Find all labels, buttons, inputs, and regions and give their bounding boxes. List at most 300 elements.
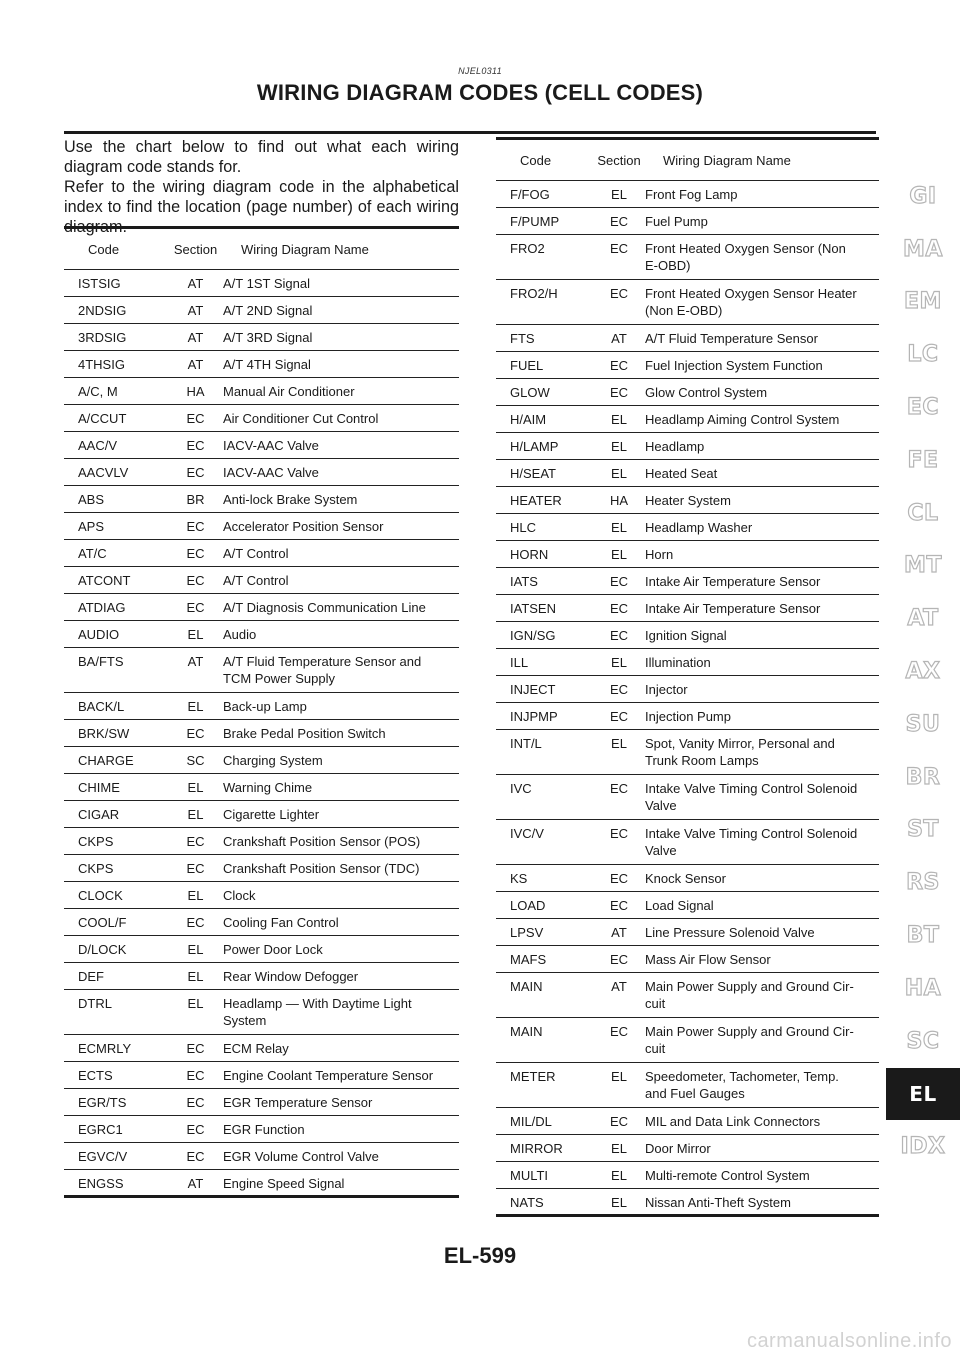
cell-name: Main Power Supply and Ground Cir- cuit — [645, 973, 879, 1018]
index-tab-cl[interactable]: CL — [907, 500, 939, 526]
index-tab-idx[interactable]: IDX — [900, 1134, 946, 1160]
cell-name: Front Fog Lamp — [645, 181, 879, 208]
table-row — [64, 936, 459, 963]
cell-code: HLC — [496, 514, 593, 541]
cell-name: Fuel Injection System Function — [645, 352, 879, 379]
cell-section: EC — [168, 540, 223, 567]
cell-name: Back-up Lamp — [223, 693, 459, 720]
cell-code: ABS — [64, 486, 168, 513]
cell-code: D/LOCK — [64, 936, 168, 963]
cell-section: EL — [168, 936, 223, 963]
cell-code: A/CCUT — [64, 405, 168, 432]
cell-name: A/T Diagnosis Communication Line — [223, 594, 459, 621]
cell-section: EC — [168, 567, 223, 594]
cell-name: Glow Control System — [645, 379, 879, 406]
index-tab-at[interactable]: AT — [907, 606, 939, 632]
cell-name: A/T Fluid Temperature Sensor and TCM Power Supply — [223, 648, 459, 693]
cell-name: Audio — [223, 621, 459, 648]
cell-code: HORN — [496, 541, 593, 568]
cell-code: IGN/SG — [496, 622, 593, 649]
cell-name: A/T Control — [223, 567, 459, 594]
cell-name: Load Signal — [645, 892, 879, 919]
cell-section: EC — [593, 820, 645, 865]
cell-code: EGR/TS — [64, 1089, 168, 1116]
cell-code: IATS — [496, 568, 593, 595]
cell-code: F/FOG — [496, 181, 593, 208]
title-rule — [64, 131, 876, 134]
table-row — [64, 486, 459, 513]
index-tab-su[interactable]: SU — [905, 711, 941, 737]
table-row — [496, 1135, 879, 1162]
cell-name: Injection Pump — [645, 703, 879, 730]
table-row — [496, 892, 879, 919]
header-name: Wiring Diagram Name — [645, 139, 879, 181]
table-row — [64, 1170, 459, 1197]
cell-code: MIRROR — [496, 1135, 593, 1162]
table-row — [496, 379, 879, 406]
table-row — [496, 406, 879, 433]
table-row — [496, 865, 879, 892]
table-row — [64, 378, 459, 405]
cell-section: EL — [168, 693, 223, 720]
cell-code: BA/FTS — [64, 648, 168, 693]
table-row — [496, 487, 879, 514]
table-row — [496, 676, 879, 703]
table-row — [64, 405, 459, 432]
cell-section: EC — [168, 594, 223, 621]
table-row — [64, 720, 459, 747]
page-title: WIRING DIAGRAM CODES (CELL CODES) — [256, 80, 704, 105]
cell-code: MAIN — [496, 973, 593, 1018]
cell-section: EC — [593, 703, 645, 730]
cell-code: METER — [496, 1063, 593, 1108]
intro-text — [64, 137, 459, 237]
cell-name: Manual Air Conditioner — [223, 378, 459, 405]
cell-name: Headlamp Aiming Control System — [645, 406, 879, 433]
cell-section: EL — [593, 541, 645, 568]
cell-name: Brake Pedal Position Switch — [223, 720, 459, 747]
cell-section: EC — [168, 432, 223, 459]
cell-name: Intake Air Temperature Sensor — [645, 568, 879, 595]
cell-code: FTS — [496, 325, 593, 352]
cell-section: EL — [168, 774, 223, 801]
cell-section: EL — [593, 181, 645, 208]
cell-section: EL — [593, 1063, 645, 1108]
cell-code: MAIN — [496, 1018, 593, 1063]
cell-section: SC — [168, 747, 223, 774]
table-row — [496, 280, 879, 325]
cell-code: BRK/SW — [64, 720, 168, 747]
cell-name: Ignition Signal — [645, 622, 879, 649]
cell-code: 3RDSIG — [64, 324, 168, 351]
table-row — [496, 325, 879, 352]
cell-code: EGRC1 — [64, 1116, 168, 1143]
page-number: EL-599 — [443, 1243, 517, 1268]
cell-section: AT — [593, 325, 645, 352]
index-tab-st[interactable]: ST — [907, 817, 939, 843]
cell-code: FUEL — [496, 352, 593, 379]
cell-section: EL — [593, 1162, 645, 1189]
table-row — [64, 855, 459, 882]
cell-name: Main Power Supply and Ground Cir- cuit — [645, 1018, 879, 1063]
table-row — [496, 1189, 879, 1216]
cell-name: Cooling Fan Control — [223, 909, 459, 936]
cell-code: H/LAMP — [496, 433, 593, 460]
cell-section: EL — [168, 882, 223, 909]
cell-section: EL — [593, 1189, 645, 1216]
cell-code: INT/L — [496, 730, 593, 775]
cell-code: ENGSS — [64, 1170, 168, 1197]
header-section: Section — [593, 139, 645, 181]
cell-code: MIL/DL — [496, 1108, 593, 1135]
cell-name: Line Pressure Solenoid Valve — [645, 919, 879, 946]
cell-name: Heated Seat — [645, 460, 879, 487]
table-row — [64, 909, 459, 936]
cell-section: EL — [168, 963, 223, 990]
cell-name: Fuel Pump — [645, 208, 879, 235]
cell-name: Headlamp Washer — [645, 514, 879, 541]
cell-name: A/T Control — [223, 540, 459, 567]
table-row — [64, 567, 459, 594]
cell-section: AT — [168, 270, 223, 297]
cell-name: Headlamp — [645, 433, 879, 460]
table-row — [64, 432, 459, 459]
cell-section: AT — [168, 351, 223, 378]
table-row — [496, 208, 879, 235]
cell-section: EC — [593, 946, 645, 973]
cell-name: Injector — [645, 676, 879, 703]
cell-code: IATSEN — [496, 595, 593, 622]
cell-section: EC — [168, 405, 223, 432]
table-row — [64, 1035, 459, 1062]
cell-name: Charging System — [223, 747, 459, 774]
cell-section: EC — [593, 676, 645, 703]
cell-name: Headlamp — With Daytime Light System — [223, 990, 459, 1035]
cell-name: Intake Valve Timing Control Solenoid Valve — [645, 820, 879, 865]
cell-code: ATCONT — [64, 567, 168, 594]
table-row — [64, 513, 459, 540]
table-header-row — [64, 228, 459, 270]
table-row — [496, 1108, 879, 1135]
cell-code: KS — [496, 865, 593, 892]
table-row — [64, 351, 459, 378]
cell-name: Heater System — [645, 487, 879, 514]
table-row — [64, 747, 459, 774]
cell-section: EC — [168, 459, 223, 486]
cell-code: IVC — [496, 775, 593, 820]
cell-name: Horn — [645, 541, 879, 568]
table-row — [496, 703, 879, 730]
index-tab-bt[interactable]: BT — [906, 923, 940, 949]
cell-name: ECM Relay — [223, 1035, 459, 1062]
cell-code: LOAD — [496, 892, 593, 919]
table-row — [64, 1089, 459, 1116]
table-row — [64, 828, 459, 855]
cell-name: Power Door Lock — [223, 936, 459, 963]
cell-section: EL — [593, 1135, 645, 1162]
table-row — [64, 324, 459, 351]
table-row — [496, 820, 879, 865]
cell-section: EL — [593, 514, 645, 541]
cell-section: EL — [593, 406, 645, 433]
header-code: Code — [496, 139, 593, 181]
header-section: Section — [168, 228, 223, 270]
cell-section: EC — [593, 892, 645, 919]
cell-code: CHARGE — [64, 747, 168, 774]
cell-section: EC — [168, 720, 223, 747]
cell-section: EC — [168, 513, 223, 540]
cell-section: AT — [168, 648, 223, 693]
table-row — [496, 775, 879, 820]
cell-name: A/T 2ND Signal — [223, 297, 459, 324]
table-row — [64, 459, 459, 486]
cell-section: BR — [168, 486, 223, 513]
index-tab-el[interactable]: EL — [886, 1068, 960, 1121]
cell-section: EC — [593, 379, 645, 406]
cell-section: EC — [593, 595, 645, 622]
cell-code: MULTI — [496, 1162, 593, 1189]
cell-section: EC — [593, 568, 645, 595]
cell-section: EC — [593, 1018, 645, 1063]
cell-section: EL — [593, 730, 645, 775]
section-index-tabs — [886, 170, 960, 1173]
cell-section: EC — [168, 1062, 223, 1089]
index-tab-br[interactable]: BR — [905, 764, 941, 790]
cell-code: CKPS — [64, 828, 168, 855]
cell-name: IACV-AAC Valve — [223, 432, 459, 459]
cell-section: EC — [168, 1143, 223, 1170]
cell-code: A/C, M — [64, 378, 168, 405]
cell-code: CLOCK — [64, 882, 168, 909]
cell-section: EC — [168, 1116, 223, 1143]
cell-section: EC — [168, 855, 223, 882]
table-row — [64, 882, 459, 909]
table-row — [64, 594, 459, 621]
cell-code: HEATER — [496, 487, 593, 514]
table-row — [496, 1018, 879, 1063]
table-row — [496, 919, 879, 946]
cell-section: HA — [168, 378, 223, 405]
table-row — [496, 514, 879, 541]
cell-name: A/T 4TH Signal — [223, 351, 459, 378]
index-tab-fe[interactable]: FE — [907, 447, 939, 473]
cell-code: MAFS — [496, 946, 593, 973]
cell-section: EC — [168, 1089, 223, 1116]
cell-section: EL — [593, 433, 645, 460]
cell-section: EC — [168, 1035, 223, 1062]
cell-name: Anti-lock Brake System — [223, 486, 459, 513]
cell-code: COOL/F — [64, 909, 168, 936]
table-row — [64, 270, 459, 297]
index-tab-mt[interactable]: MT — [904, 553, 942, 579]
cell-code: F/PUMP — [496, 208, 593, 235]
cell-name: Rear Window Defogger — [223, 963, 459, 990]
table-row — [64, 1116, 459, 1143]
cell-code: BACK/L — [64, 693, 168, 720]
table-row — [496, 649, 879, 676]
cell-section: EC — [593, 208, 645, 235]
table-row — [64, 297, 459, 324]
cell-section: EL — [168, 801, 223, 828]
cell-name: Illumination — [645, 649, 879, 676]
cell-name: Engine Coolant Temperature Sensor — [223, 1062, 459, 1089]
index-tab-ec[interactable]: EC — [906, 395, 940, 421]
table-row — [64, 540, 459, 567]
cell-code: APS — [64, 513, 168, 540]
table-header-row — [496, 139, 879, 181]
cell-name: Front Heated Oxygen Sensor (Non E-OBD) — [645, 235, 879, 280]
watermark: carmanualsonline.info — [746, 1330, 952, 1352]
cell-code: NATS — [496, 1189, 593, 1216]
table-row — [496, 595, 879, 622]
cell-section: HA — [593, 487, 645, 514]
cell-section: EC — [593, 775, 645, 820]
cell-section: EC — [168, 828, 223, 855]
cell-name: Knock Sensor — [645, 865, 879, 892]
cell-code: GLOW — [496, 379, 593, 406]
table-row — [64, 801, 459, 828]
cell-code: IVC/V — [496, 820, 593, 865]
cell-code: ECMRLY — [64, 1035, 168, 1062]
cell-name: EGR Function — [223, 1116, 459, 1143]
table-row — [64, 648, 459, 693]
index-tab-ax[interactable]: AX — [905, 659, 941, 685]
header-name: Wiring Diagram Name — [223, 228, 459, 270]
table-row — [496, 622, 879, 649]
cell-section: AT — [593, 973, 645, 1018]
cell-name: Spot, Vanity Mirror, Personal and Trunk Room Lamps — [645, 730, 879, 775]
cell-code: CIGAR — [64, 801, 168, 828]
cell-code: ILL — [496, 649, 593, 676]
cell-name: Mass Air Flow Sensor — [645, 946, 879, 973]
table-row — [64, 990, 459, 1035]
table-row — [64, 693, 459, 720]
cell-code: INJPMP — [496, 703, 593, 730]
cell-section: EL — [168, 621, 223, 648]
cell-name: Front Heated Oxygen Sensor Heater (Non E-OBD) — [645, 280, 879, 325]
cell-code: DTRL — [64, 990, 168, 1035]
cell-section: EL — [593, 649, 645, 676]
cell-section: EC — [593, 1108, 645, 1135]
cell-name: Cigarette Lighter — [223, 801, 459, 828]
cell-code: FRO2/H — [496, 280, 593, 325]
index-tab-sc[interactable]: SC — [906, 1028, 940, 1054]
cell-section: AT — [168, 1170, 223, 1197]
table-row — [496, 181, 879, 208]
index-tab-rs[interactable]: RS — [906, 870, 940, 896]
cell-name: Engine Speed Signal — [223, 1170, 459, 1197]
table-row — [64, 1143, 459, 1170]
cell-name: EGR Volume Control Valve — [223, 1143, 459, 1170]
cell-name: A/T 1ST Signal — [223, 270, 459, 297]
cell-code: LPSV — [496, 919, 593, 946]
cell-section: EC — [593, 235, 645, 280]
table-row — [64, 621, 459, 648]
cell-name: Warning Chime — [223, 774, 459, 801]
cell-name: Door Mirror — [645, 1135, 879, 1162]
table-row — [64, 1062, 459, 1089]
intro-paragraph-1: Use the chart below to find out what each wiring diagram code stands for. — [64, 138, 459, 176]
cell-section: EC — [593, 622, 645, 649]
cell-code: 4THSIG — [64, 351, 168, 378]
cell-code: H/AIM — [496, 406, 593, 433]
cell-name: Clock — [223, 882, 459, 909]
cell-section: AT — [168, 297, 223, 324]
cell-name: Accelerator Position Sensor — [223, 513, 459, 540]
cell-name: EGR Temperature Sensor — [223, 1089, 459, 1116]
cell-name: Speedometer, Tachometer, Temp. and Fuel Gauges — [645, 1063, 879, 1108]
cell-name: A/T Fluid Temperature Sensor — [645, 325, 879, 352]
cell-section: EC — [593, 865, 645, 892]
cell-code: ISTSIG — [64, 270, 168, 297]
cell-code: ATDIAG — [64, 594, 168, 621]
table-row — [496, 973, 879, 1018]
cell-code: 2NDSIG — [64, 297, 168, 324]
index-tab-em[interactable]: EM — [904, 289, 942, 315]
cell-name: Multi-remote Control System — [645, 1162, 879, 1189]
left-code-table — [64, 226, 459, 1198]
index-tab-gi[interactable]: GI — [909, 183, 937, 209]
cell-name: Intake Air Temperature Sensor — [645, 595, 879, 622]
table-row — [64, 963, 459, 990]
cell-section: EC — [168, 909, 223, 936]
cell-section: AT — [168, 324, 223, 351]
cell-section: EL — [168, 990, 223, 1035]
cell-code: DEF — [64, 963, 168, 990]
intro-paragraph-2: Refer to the wiring diagram code in the alphabetical index to find the location (page number) of each wiring diagram. — [64, 178, 459, 236]
cell-code: CHIME — [64, 774, 168, 801]
cell-section: EC — [593, 352, 645, 379]
cell-code: INJECT — [496, 676, 593, 703]
table-row — [496, 352, 879, 379]
cell-code: AT/C — [64, 540, 168, 567]
index-tab-ma[interactable]: MA — [903, 236, 943, 262]
cell-code: CKPS — [64, 855, 168, 882]
table-row — [496, 1063, 879, 1108]
index-tab-ha[interactable]: HA — [904, 975, 942, 1001]
table-row — [496, 730, 879, 775]
cell-code: ECTS — [64, 1062, 168, 1089]
cell-name: Crankshaft Position Sensor (POS) — [223, 828, 459, 855]
table-row — [496, 235, 879, 280]
cell-name: Nissan Anti-Theft System — [645, 1189, 879, 1216]
index-tab-lc[interactable]: LC — [907, 342, 939, 368]
table-row — [496, 541, 879, 568]
cell-code: H/SEAT — [496, 460, 593, 487]
document-code: NJEL0311 — [458, 66, 502, 76]
cell-code: AUDIO — [64, 621, 168, 648]
right-code-table — [496, 137, 879, 1217]
cell-name: A/T 3RD Signal — [223, 324, 459, 351]
cell-name: Crankshaft Position Sensor (TDC) — [223, 855, 459, 882]
cell-name: Intake Valve Timing Control Solenoid Valve — [645, 775, 879, 820]
cell-section: EC — [593, 280, 645, 325]
table-row — [496, 433, 879, 460]
cell-name: MIL and Data Link Connectors — [645, 1108, 879, 1135]
cell-section: EL — [593, 460, 645, 487]
table-row — [496, 460, 879, 487]
table-row — [496, 946, 879, 973]
table-row — [496, 568, 879, 595]
cell-code: FRO2 — [496, 235, 593, 280]
cell-name: IACV-AAC Valve — [223, 459, 459, 486]
cell-code: AACVLV — [64, 459, 168, 486]
table-row — [64, 774, 459, 801]
cell-code: EGVC/V — [64, 1143, 168, 1170]
cell-code: AAC/V — [64, 432, 168, 459]
cell-name: Air Conditioner Cut Control — [223, 405, 459, 432]
header-code: Code — [64, 228, 168, 270]
